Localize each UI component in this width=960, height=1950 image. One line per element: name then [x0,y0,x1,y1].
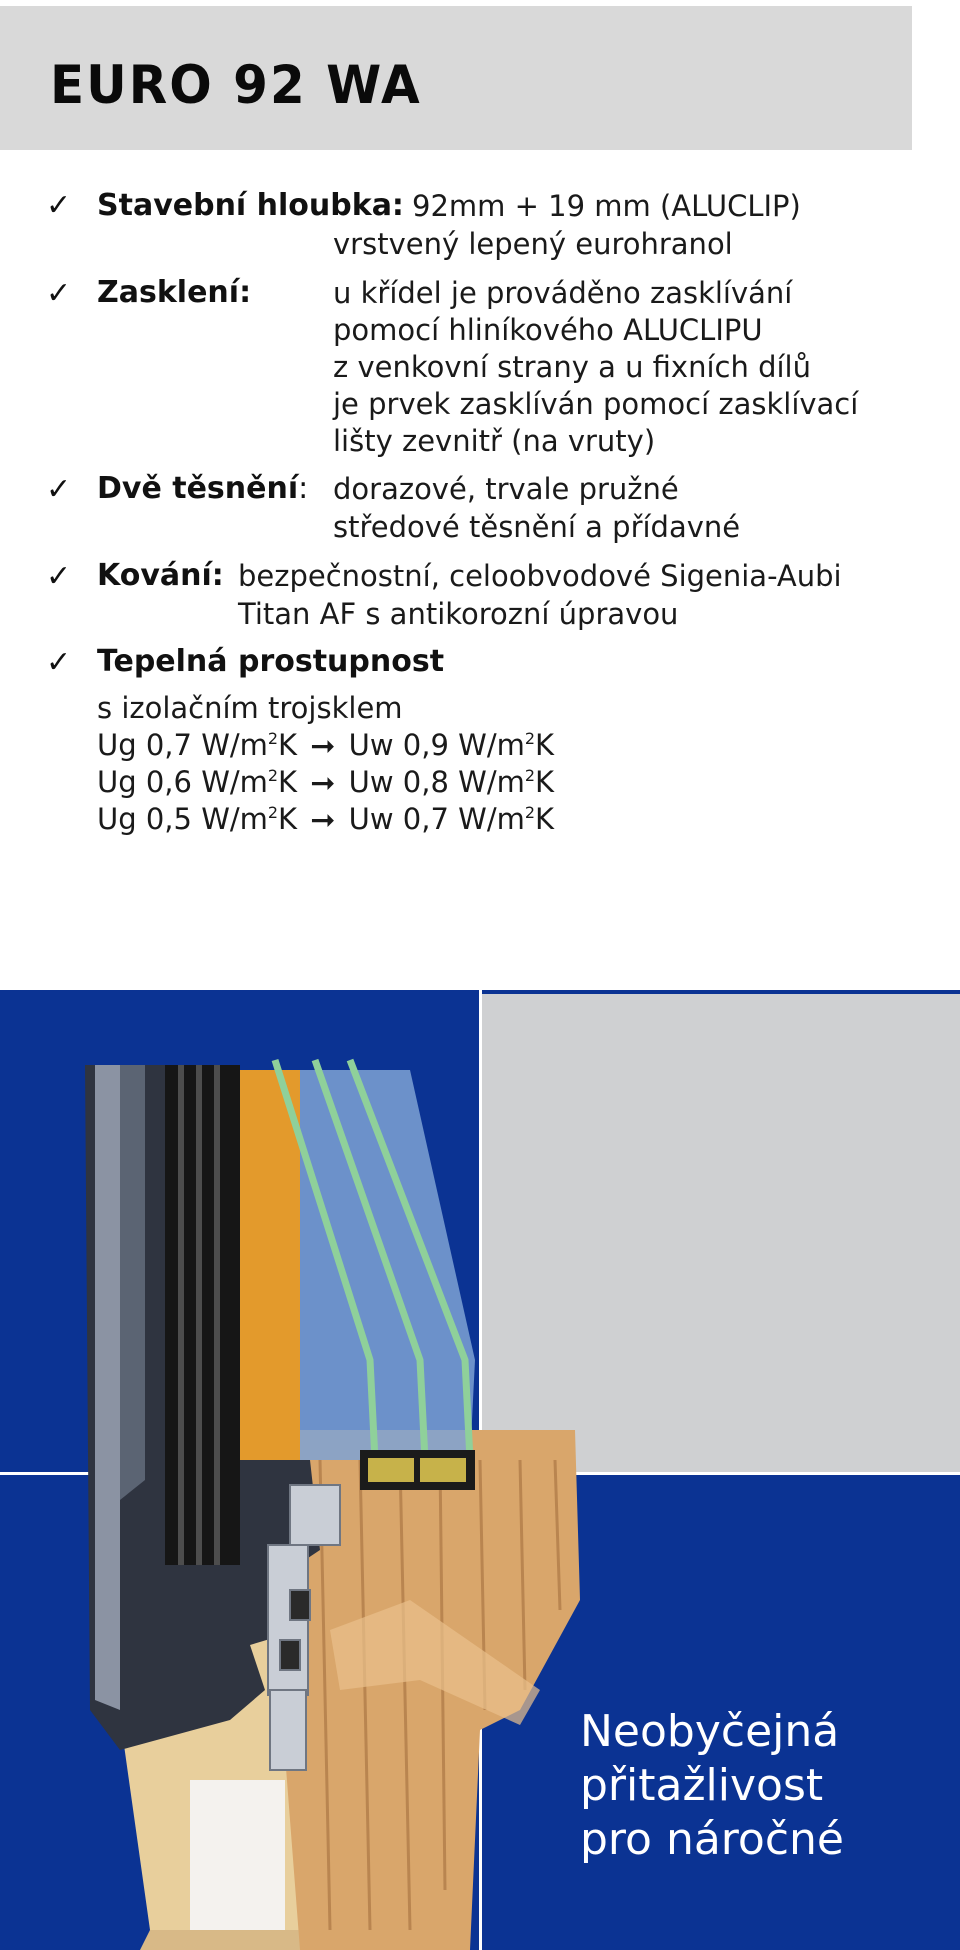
ug-value: Ug 0,5 W/m [97,802,268,836]
check-icon: ✓ [46,276,72,311]
spec-value-line: 92mm + 19 mm (ALUCLIP) [412,189,801,223]
arrow-right-icon: ➞ [310,803,336,838]
spec-value-line: lišty zevnitř (na vruty) [333,424,656,458]
gasket-column [165,1065,240,1565]
superscript: 2 [524,765,535,785]
ug-value: Ug 0,6 W/m [97,765,268,799]
tagline [580,1705,844,1867]
spec-value-line: bezpečnostní, celoobvodové Sigenia-Aubi [238,559,842,593]
u-value-row [97,765,554,801]
spec-value-line: středové těsnění a přídavné [333,510,741,544]
spec-label-hloubka: Stavební hloubka: [97,188,404,223]
superscript: 2 [524,728,535,748]
superscript: 2 [524,802,535,822]
spec-label-colon: : [298,471,309,506]
u-value-row [97,728,554,764]
uw-value: Uw 0,8 W/m [348,765,525,799]
page-title: EURO 92 WA [50,54,422,116]
check-icon: ✓ [46,645,72,680]
tagline-line: pro náročné [580,1814,844,1865]
alu-frame-highlight [95,1065,120,1710]
superscript: 2 [267,802,279,822]
spec-value-line: z venkovní strany a u fixních dílů [333,350,811,384]
superscript: 2 [267,765,279,785]
uw-value: Uw 0,7 W/m [348,802,525,836]
seal-insert [420,1458,466,1482]
ug-unit: K [278,728,298,762]
spec-label-zaskleni: Zasklení: [97,275,252,310]
spec-value-line: u křídel je prováděno zasklívání [333,276,793,310]
spec-value-line: Titan AF s antikorozní úpravou [238,597,679,631]
check-icon: ✓ [46,472,72,507]
sill-insert [190,1780,285,1930]
spec-label-kovani: Kování: [97,558,224,593]
arrow-right-icon: ➞ [310,766,336,801]
uw-unit: K [534,728,555,762]
tagline-line: přitažlivost [580,1760,824,1811]
uw-value: Uw 0,9 W/m [348,728,525,762]
ug-unit: K [278,765,298,799]
superscript: 2 [267,728,279,748]
ug-unit: K [278,802,298,836]
spec-value-line: dorazové, trvale pružné [333,472,679,506]
tagline-line: Neobyčejná [580,1706,840,1757]
spec-value-line: vrstvený lepený eurohranol [333,227,733,261]
seal-insert [368,1458,414,1482]
spec-value-line: je prvek zasklíván pomocí zasklívací [333,387,859,421]
uw-unit: K [534,802,555,836]
spec-label-tepelna: Tepelná prostupnost [97,644,445,679]
tepelna-intro: s izolačním trojsklem [97,691,403,725]
u-value-row [97,802,554,838]
ug-value: Ug 0,7 W/m [97,728,268,762]
check-icon: ✓ [46,559,72,594]
check-icon: ✓ [46,188,72,223]
spec-value-line: pomocí hliníkového ALUCLIPU [333,313,763,347]
spec-list [0,0,960,900]
arrow-right-icon: ➞ [310,729,336,764]
uw-unit: K [534,765,555,799]
spec-label-tesneni-text: Dvě těsnění [97,471,299,506]
spec-label-tesneni [97,471,308,506]
alu-frame-inner [120,1065,145,1500]
